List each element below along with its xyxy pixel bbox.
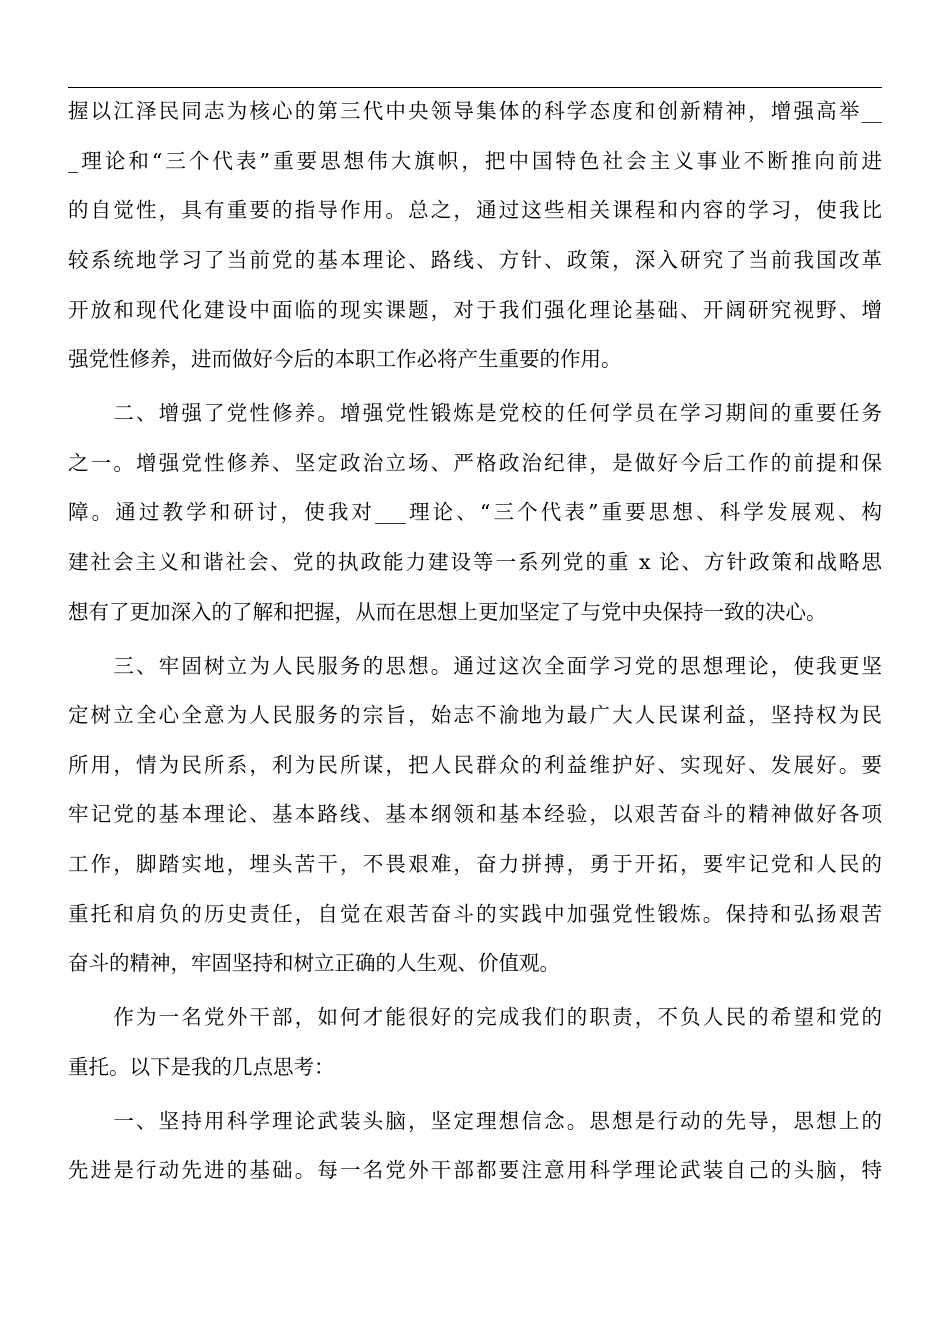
header-rule xyxy=(68,87,882,88)
text-line: 先进是行动先进的基础。每一名党外干部都要注意用科学理论武装自己的头脑，特 xyxy=(68,1158,882,1182)
text-line: 较系统地学习了当前党的基本理论、路线、方针、政策，深入研究了当前我国改革 xyxy=(68,248,882,272)
text-line: 建社会主义和谐社会、党的执政能力建设等一系列党的重 x 论、方针政策和战略思 xyxy=(68,550,882,574)
text-line: 障。通过教学和研讨，使我对___理论、“三个代表”重要思想、科学发展观、构 xyxy=(68,500,882,524)
text-line: _理论和“三个代表”重要思想伟大旗帜，把中国特色社会主义事业不断推向前进 xyxy=(68,149,882,173)
text-line: 工作，脚踏实地，埋头苦干，不畏艰难，奋力拼搏，勇于开拓，要牢记党和人民的 xyxy=(68,852,882,876)
text-line: 所用，情为民所系，利为民所谋，把人民群众的利益维护好、实现好、发展好。要 xyxy=(68,753,882,777)
paragraph-first-line: 二、增强了党性修养。增强党性锻炼是党校的任何学员在学习期间的重要任务 xyxy=(68,401,882,425)
text-line: 开放和现代化建设中面临的现实课题，对于我们强化理论基础、开阔研究视野、增 xyxy=(68,298,882,322)
text-line: 强党性修养，进而做好今后的本职工作必将产生重要的作用。 xyxy=(68,347,622,371)
text-line: 牢记党的基本理论、基本路线、基本纲领和基本经验，以艰苦奋斗的精神做好各项 xyxy=(68,802,882,826)
text-line: 定树立全心全意为人民服务的宗旨，始志不渝地为最广大人民谋利益，坚持权为民 xyxy=(68,703,882,727)
paragraph-first-line: 三、牢固树立为人民服务的思想。通过这次全面学习党的思想理论，使我更坚 xyxy=(68,654,882,678)
text-line: 重托和肩负的历史责任，自觉在艰苦奋斗的实践中加强党性锻炼。保持和弘扬艰苦 xyxy=(68,902,882,926)
text-line: 握以江泽民同志为核心的第三代中央领导集体的科学态度和创新精神，增强高举__ xyxy=(68,99,882,123)
text-line: 奋斗的精神，牢固坚持和树立正确的人生观、价值观。 xyxy=(68,951,560,975)
paragraph-first-line: 作为一名党外干部，如何才能很好的完成我们的职责，不负人民的希望和党的 xyxy=(68,1005,882,1029)
text-line: 的自觉性，具有重要的指导作用。总之，通过这些相关课程和内容的学习，使我比 xyxy=(68,198,882,222)
text-line: 之一。增强党性修养、坚定政治立场、严格政治纪律，是做好今后工作的前提和保 xyxy=(68,451,882,475)
text-line: 重托。以下是我的几点思考： xyxy=(68,1055,335,1079)
text-line: 想有了更加深入的了解和把握，从而在思想上更加坚定了与党中央保持一致的决心。 xyxy=(68,600,827,624)
paragraph-first-line: 一、坚持用科学理论武装头脑，坚定理想信念。思想是行动的先导，思想上的 xyxy=(68,1109,882,1133)
